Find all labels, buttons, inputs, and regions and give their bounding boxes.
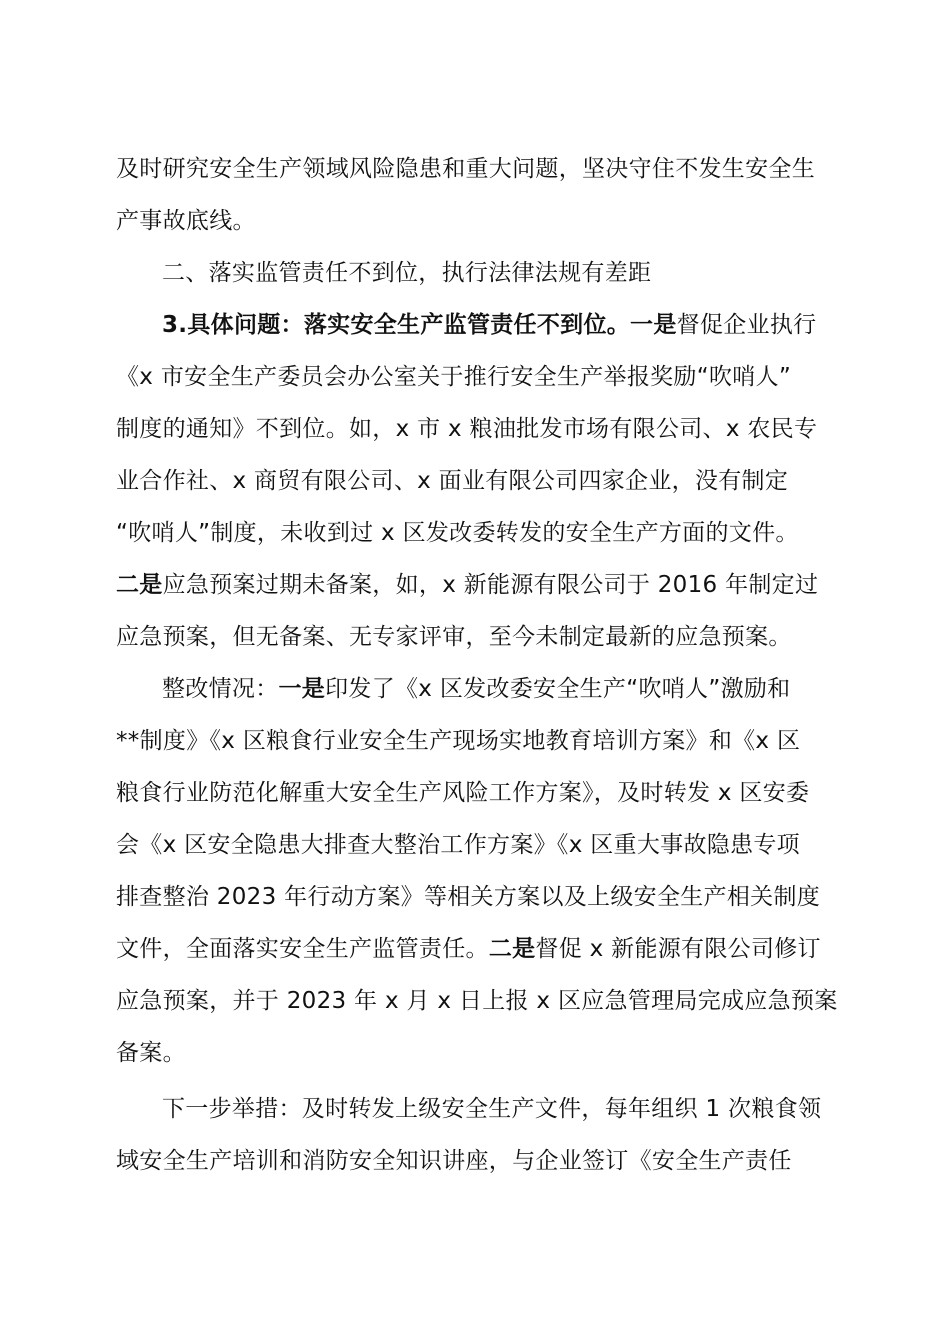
text-line (116, 559, 836, 611)
text-span: 督促 x 新能源有限公司修订 (535, 936, 821, 962)
text-span: 印发了《x 区发改委安全生产“吹哨人”激励和 (325, 676, 791, 702)
text-line (116, 299, 836, 351)
bold-marker-text: 一是 (278, 676, 326, 702)
text-span: 应急预案过期未备案，如，x 新能源有限公司于 2016 年制定过 (162, 572, 819, 598)
bold-heading-text: 3.具体问题：落实安全生产监管责任不到位。一是 (162, 312, 677, 338)
paragraph-specific-issue (116, 299, 836, 663)
text-line: 会《x 区安全隐患大排查大整治工作方案》《x 区重大事故隐患专项 (116, 832, 800, 858)
paragraph-1 (116, 143, 836, 247)
text-line: **制度》《x 区粮食行业安全生产现场实地教育培训方案》和《x 区 (116, 728, 801, 754)
text-line: 业合作社、x 商贸有限公司、x 面业有限公司四家企业，没有制定 (116, 468, 789, 494)
bold-marker-text: 二是 (488, 936, 536, 962)
text-line: 下一步举措：及时转发上级安全生产文件，每年组织 1 次粮食领 (162, 1096, 822, 1122)
paragraph-rectification (116, 663, 836, 1079)
section-heading: 二、落实监管责任不到位，执行法律法规有差距 (162, 260, 652, 286)
text-line: 排查整治 2023 年行动方案》等相关方案以及上级安全生产相关制度 (116, 884, 821, 910)
text-line: 《x 市安全生产委员会办公室关于推行安全生产举报奖励“吹哨人” (116, 364, 792, 390)
text-line (116, 663, 836, 715)
document-body (116, 143, 836, 1187)
text-line (116, 923, 836, 975)
text-line: 产事故底线。 (116, 208, 256, 234)
text-line: 粮食行业防范化解重大安全生产风险工作方案》，及时转发 x 区安委 (116, 780, 810, 806)
text-line: 制度的通知》不到位。如，x 市 x 粮油批发市场有限公司、x 农民专 (116, 416, 818, 442)
text-line: 备案。 (116, 1040, 186, 1066)
text-line: 应急预案，并于 2023 年 x 月 x 日上报 x 区应急管理局完成应急预案 (116, 988, 838, 1014)
text-span: 督促企业执行 (676, 312, 817, 338)
text-line: 应急预案，但无备案、无专家评审，至今未制定最新的应急预案。 (116, 624, 792, 650)
text-line: 域安全生产培训和消防安全知识讲座，与企业签订《安全生产责任 (116, 1148, 792, 1174)
bold-marker-text: 二是 (116, 572, 163, 598)
text-line: “吹哨人”制度，未收到过 x 区发改委转发的安全生产方面的文件。 (116, 520, 799, 546)
text-span: 文件，全面落实安全生产监管责任。 (116, 936, 489, 962)
text-span: 整改情况： (162, 676, 279, 702)
text-line: 及时研究安全生产领域风险隐患和重大问题，坚决守住不发生安全生 (116, 156, 815, 182)
paragraph-next-steps (116, 1083, 836, 1187)
